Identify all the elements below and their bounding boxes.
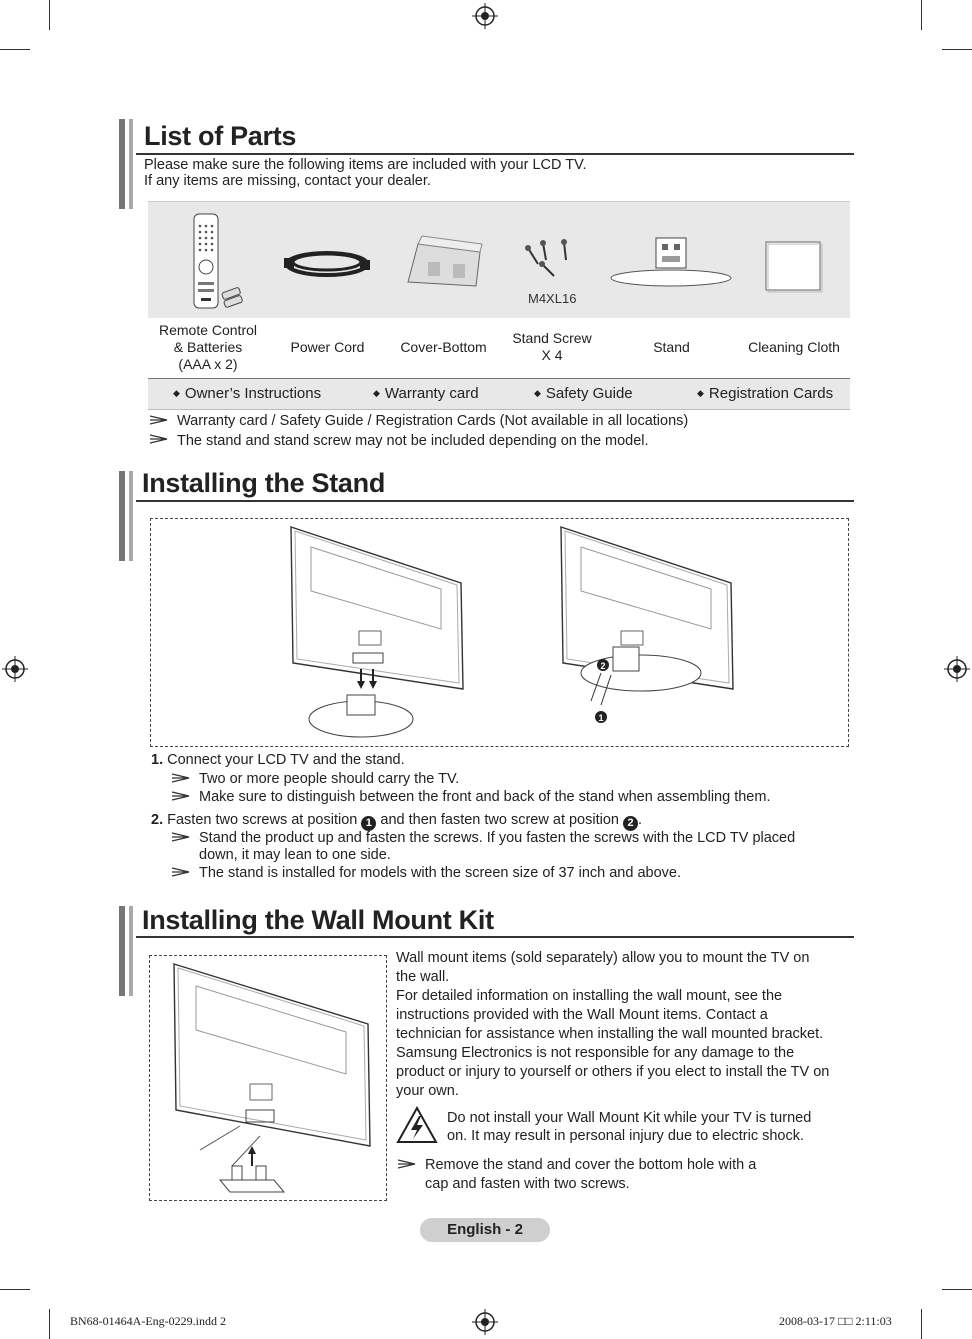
- note-arrow-icon: [171, 831, 191, 843]
- installing-stand-title: Installing the Stand: [142, 468, 386, 498]
- section-bar: [119, 471, 125, 561]
- wall-mount-line: instructions provided with the Wall Mount items. Contact a: [396, 1007, 768, 1023]
- diamond-bullet-icon: ◆: [697, 388, 704, 398]
- section-bar: [119, 119, 125, 209]
- position-1-badge: 1: [361, 816, 376, 831]
- wall-note-line-2: cap and fasten with two screws.: [425, 1176, 630, 1192]
- part-label-remote: Remote Control & Batteries (AAA x 2): [158, 322, 258, 372]
- remote-control-icon: [186, 212, 246, 312]
- wall-mount-line: Wall mount items (sold separately) allow you to mount the TV on: [396, 950, 810, 966]
- section-rule: [136, 500, 854, 502]
- cover-bottom-icon: [398, 232, 488, 292]
- diamond-bullet-icon: ◆: [534, 388, 541, 398]
- screw-code: M4XL16: [528, 291, 577, 306]
- crop-mark: [0, 1289, 30, 1290]
- wall-mount-illustration-box: [149, 955, 387, 1201]
- section-bar: [129, 119, 133, 209]
- wall-mount-line: Samsung Electronics is not responsible for any damage to the: [396, 1045, 795, 1061]
- section-rule: [136, 153, 854, 155]
- section-rule: [136, 936, 854, 938]
- crop-mark: [942, 1289, 972, 1290]
- position-2-badge: 2: [623, 816, 638, 831]
- crop-mark: [921, 0, 922, 30]
- warning-line-2: on. It may result in personal injury due to electric shock.: [447, 1128, 805, 1144]
- crop-mark: [49, 1309, 50, 1339]
- parts-image-row: [148, 201, 850, 318]
- diamond-bullet-icon: ◆: [373, 388, 380, 398]
- stand-step-1-note-2: Make sure to distinguish between the front and back of the stand when assembling them.: [199, 789, 771, 805]
- stand-icon: [608, 232, 734, 288]
- note-arrow-icon: [171, 772, 191, 784]
- warning-line-1: Do not install your Wall Mount Kit while your TV is turned: [447, 1110, 812, 1126]
- note-arrow-icon: [149, 414, 169, 426]
- section-bar: [119, 906, 125, 996]
- registration-mark-icon: [472, 1309, 498, 1335]
- wall-mount-line: the wall.: [396, 969, 450, 985]
- wall-mount-line: your own.: [396, 1083, 459, 1099]
- crop-mark: [942, 49, 972, 50]
- cleaning-cloth-icon: [760, 238, 824, 296]
- tv-back-with-stand-illustration: [551, 523, 741, 745]
- svg-text:2: 2: [600, 661, 606, 671]
- stand-step-2-note-1a: Stand the product up and fasten the screws. If you fasten the screws with the LCD TV placed: [199, 830, 796, 846]
- wall-mount-line: product or injury to yourself or others if you elect to install the TV on: [396, 1064, 830, 1080]
- note-arrow-icon: [397, 1158, 417, 1170]
- print-timestamp: 2008-03-17 □□ 2:11:03: [779, 1314, 892, 1328]
- crop-mark: [921, 1309, 922, 1339]
- parts-intro-line1: Please make sure the following items are included with your LCD TV.: [144, 157, 587, 173]
- stand-screw-icon: [518, 238, 578, 282]
- tv-back-wall-mount-illustration: [160, 960, 380, 1196]
- stand-step-1-note-1: Two or more people should carry the TV.: [199, 771, 460, 787]
- doc-owners-instructions: ◆ Owner’s Instructions: [173, 385, 322, 402]
- wall-mount-line: technician for assistance when installing the wall mounted bracket.: [396, 1026, 824, 1042]
- part-label-cover-bottom: Cover-Bottom: [400, 339, 487, 355]
- page-number-label: English - 2: [420, 1218, 550, 1242]
- stand-step-2-note-2: The stand is installed for models with the screen size of 37 inch and above.: [199, 865, 681, 881]
- parts-intro-line2: If any items are missing, contact your dealer.: [144, 173, 431, 189]
- registration-mark-icon: [472, 3, 498, 29]
- power-cord-icon: [282, 244, 372, 284]
- note-arrow-icon: [171, 866, 191, 878]
- doc-safety-guide: ◆ Safety Guide: [534, 385, 633, 402]
- section-bar: [129, 906, 133, 996]
- parts-note-2: The stand and stand screw may not be included depending on the model.: [177, 433, 649, 449]
- part-label-cleaning-cloth: Cleaning Cloth: [748, 339, 840, 355]
- registration-mark-icon: [2, 656, 28, 682]
- stand-step-2: 2. Fasten two screws at position 1 and then fasten two screw at position 2 .: [151, 812, 643, 829]
- doc-registration-cards: ◆ Registration Cards: [697, 385, 834, 402]
- wall-mount-line: For detailed information on installing the wall mount, see the: [396, 988, 783, 1004]
- tv-back-illustration: [281, 523, 471, 745]
- section-bar: [129, 471, 133, 561]
- parts-note-1: Warranty card / Safety Guide / Registration Cards (Not available in all locations): [177, 413, 689, 429]
- note-arrow-icon: [149, 433, 169, 445]
- crop-mark: [49, 0, 50, 30]
- part-label-stand: Stand: [653, 339, 690, 355]
- part-label-stand-screw: Stand Screw X 4: [512, 330, 592, 363]
- electric-warning-icon: [396, 1106, 438, 1144]
- wall-mount-title: Installing the Wall Mount Kit: [142, 905, 494, 935]
- stand-step-1: 1. Connect your LCD TV and the stand.: [151, 752, 405, 768]
- documents-row: [148, 378, 850, 410]
- svg-text:1: 1: [598, 713, 604, 723]
- registration-mark-icon: [944, 656, 970, 682]
- note-arrow-icon: [171, 790, 191, 802]
- file-name: BN68-01464A-Eng-0229.indd 2: [70, 1314, 226, 1328]
- doc-warranty-card: ◆ Warranty card: [373, 385, 479, 402]
- part-label-power-cord: Power Cord: [290, 339, 365, 355]
- diamond-bullet-icon: ◆: [173, 388, 180, 398]
- crop-mark: [0, 49, 30, 50]
- wall-note-line-1: Remove the stand and cover the bottom hole with a: [425, 1157, 757, 1173]
- list-of-parts-title: List of Parts: [144, 121, 297, 151]
- stand-step-2-note-1b: down, it may lean to one side.: [199, 847, 391, 863]
- stand-illustration-box: [150, 518, 849, 747]
